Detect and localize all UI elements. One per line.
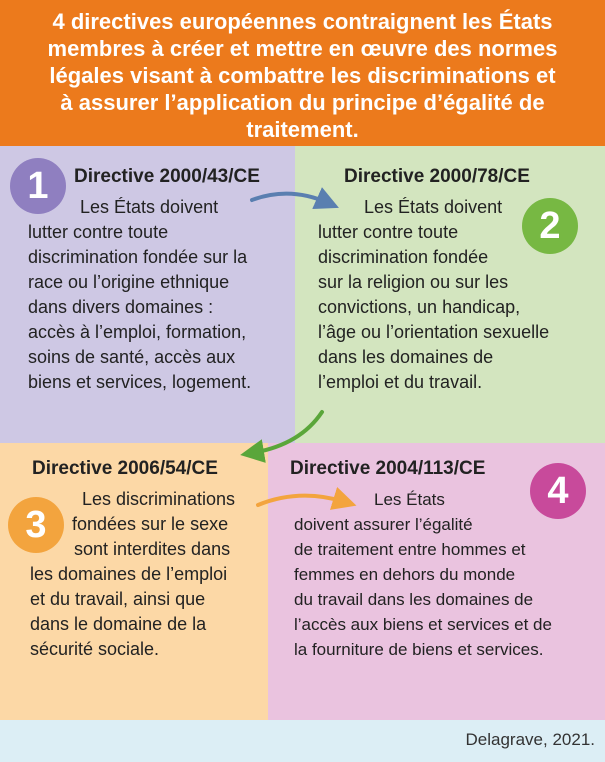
- directive-3-title: Directive 2006/54/CE: [32, 458, 218, 479]
- directive-3-text: [30, 487, 235, 662]
- directive-4-title: Directive 2004/113/CE: [290, 458, 486, 479]
- text-line: l’accès aux biens et services et de: [294, 615, 552, 634]
- text-line: doivent assurer l’égalité: [294, 515, 473, 534]
- text-line: dans divers domaines :: [28, 297, 214, 317]
- text-line: les domaines de l’emploi: [30, 564, 228, 584]
- text-line: discrimination fondée sur la: [28, 247, 248, 267]
- text-line: Les États doivent: [364, 197, 503, 217]
- text-line: et du travail, ainsi que: [30, 589, 206, 609]
- badge-3: 3: [8, 497, 64, 553]
- text-line: accès à l’emploi, formation,: [28, 322, 247, 342]
- header-title: [0, 0, 605, 146]
- text-line: Les États: [374, 490, 445, 509]
- text-line: sur la religion ou sur les: [318, 272, 509, 292]
- directive-1-title: Directive 2000/43/CE: [74, 166, 260, 187]
- badge-2: 2: [522, 198, 578, 254]
- text-line: convictions, un handicap,: [318, 297, 521, 317]
- badge-1: 1: [10, 158, 66, 214]
- text-line: fondées sur le sexe: [72, 514, 229, 534]
- badge-4: 4: [530, 463, 586, 519]
- text-line: dans les domaines de: [318, 347, 494, 367]
- text-line: lutter contre toute: [28, 222, 169, 242]
- directive-2-title: Directive 2000/78/CE: [344, 166, 530, 187]
- header-line: 4 directives européennes contraignent les États: [52, 9, 553, 34]
- text-line: l’emploi et du travail.: [318, 372, 483, 392]
- text-line: sécurité sociale.: [30, 639, 160, 659]
- text-line: du travail dans les domaines de: [294, 590, 534, 609]
- header-line: à assurer l’application du principe d’égalité de: [60, 90, 545, 115]
- text-line: sont interdites dans: [74, 539, 231, 559]
- header-line: membres à créer et mettre en œuvre des normes: [47, 36, 558, 61]
- text-line: soins de santé, accès aux: [28, 347, 236, 367]
- text-line: discrimination fondée: [318, 247, 489, 267]
- header-line: légales visant à combattre les discriminations et: [49, 63, 556, 88]
- text-line: l’âge ou l’orientation sexuelle: [318, 322, 550, 342]
- text-line: lutter contre toute: [318, 222, 459, 242]
- text-line: femmes en dehors du monde: [294, 565, 516, 584]
- directive-2-text: [318, 195, 549, 395]
- text-line: de traitement entre hommes et: [294, 540, 526, 559]
- text-line: race ou l’origine ethnique: [28, 272, 230, 292]
- text-line: dans le domaine de la: [30, 614, 207, 634]
- directive-1-text: [28, 195, 251, 395]
- text-line: la fourniture de biens et services.: [294, 640, 544, 659]
- directive-4-text: [294, 487, 552, 662]
- text-line: Les discriminations: [82, 489, 236, 509]
- source-credit: Delagrave, 2021.: [465, 730, 595, 749]
- header-line: traitement.: [246, 117, 359, 142]
- text-line: Les États doivent: [80, 197, 219, 217]
- text-line: biens et services, logement.: [28, 372, 252, 392]
